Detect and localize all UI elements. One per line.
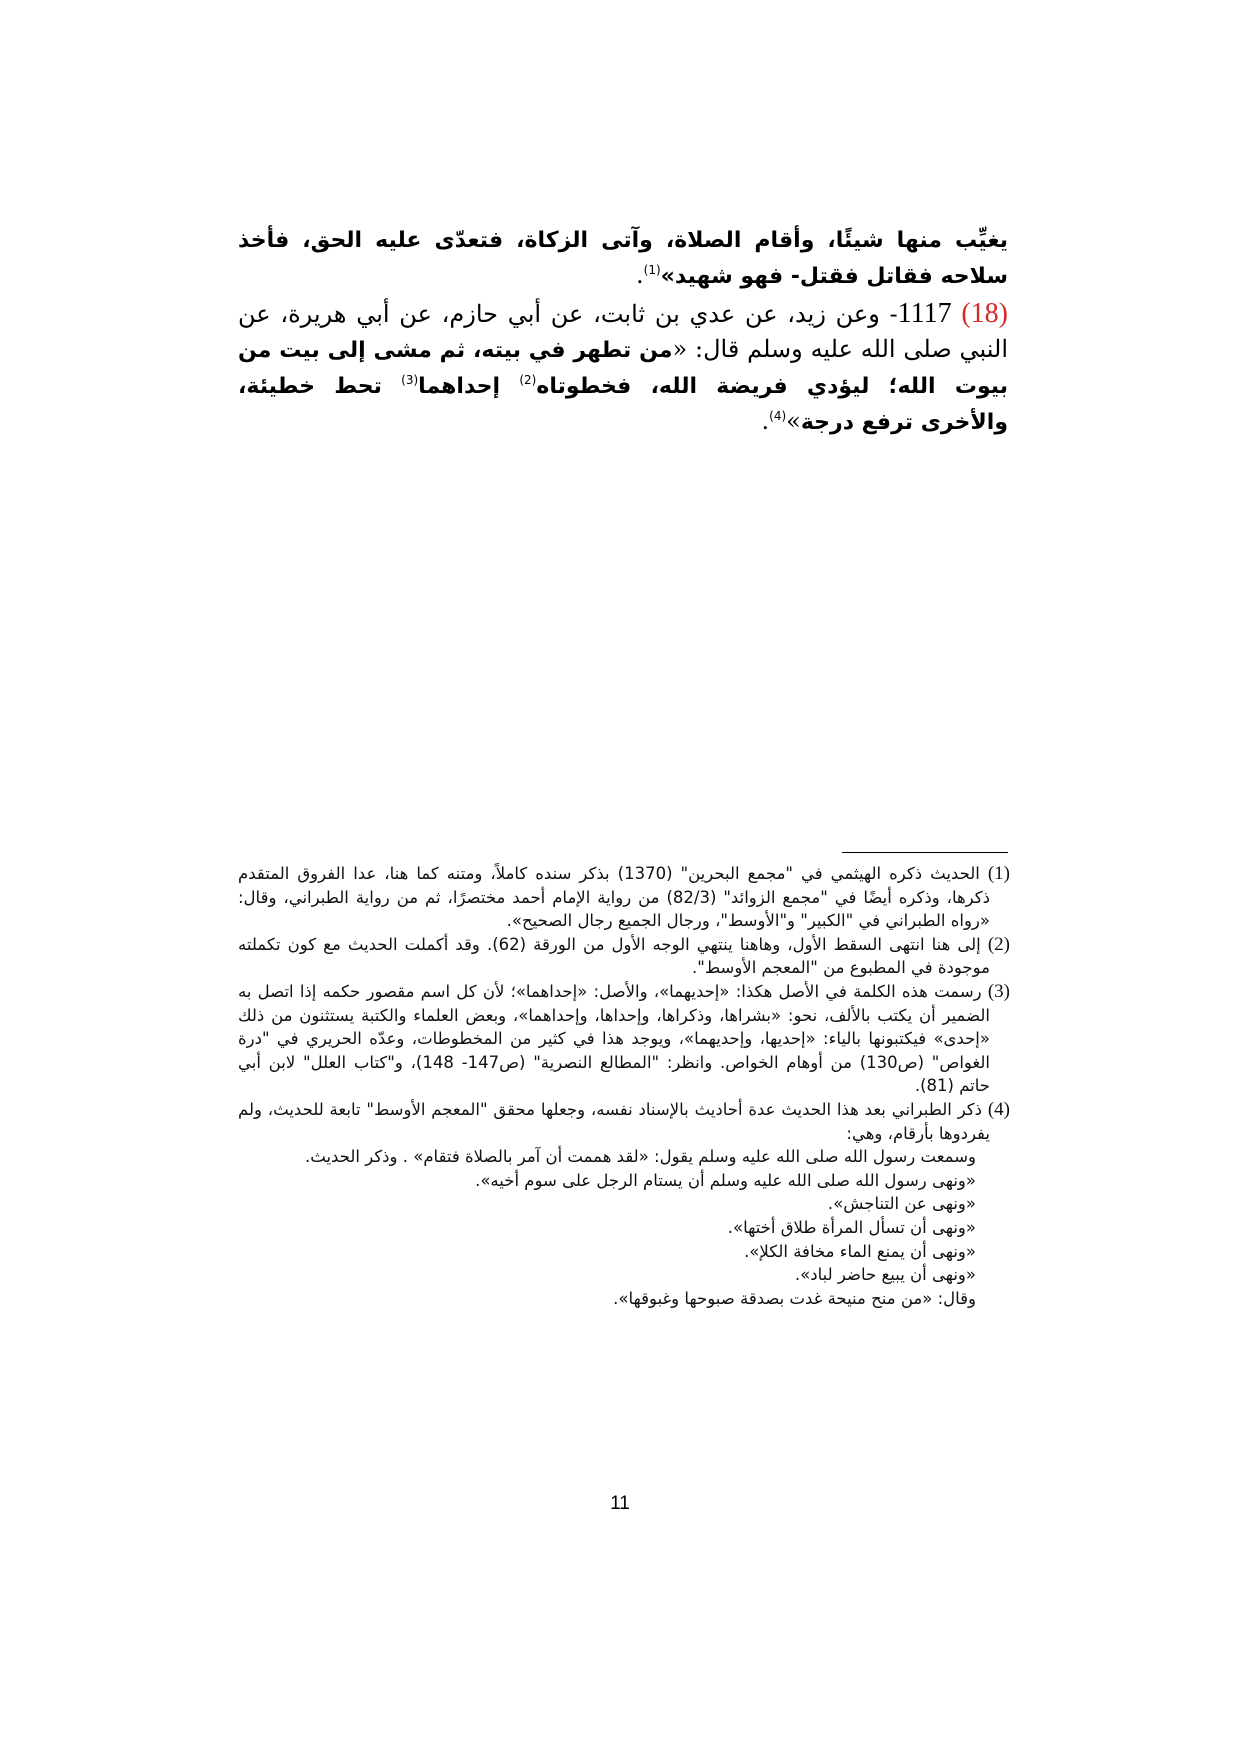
footnote-text-4: ذكر الطبراني بعد هذا الحديث عدة أحاديث بالإسناد نفسه، وجعلها محقق "المعجم الأوسط" تابعة للحديث، ولم يفردوها بأرقام، وهي: bbox=[238, 1099, 990, 1143]
footnote-text-3: رسمت هذه الكلمة في الأصل هكذا: «إحديهما»، والأصل: «إحداهما»؛ لأن كل اسم مقصور حكمه إذا اتصل به الضمير أن يكتب بالألف، نحو: «بشراها، وذكراها، وإحداها، وإحداهما»، وبعض العلماء والكتبة يستثنون من ذلك «إحدى» فيكتبونها بالياء: «إحديها، وإحديهما»، ويوجد هذا في كثير من المخطوطات، وعدّه الحريري في "درة الغواص" (ص130) من أوهام الخواص. وانظر: "المطالع النصرية" (ص147- 148)، و"كتاب العلل" لابن أبي حاتم (81). bbox=[238, 981, 990, 1096]
footnote-3 bbox=[238, 980, 1010, 1098]
footnotes-section bbox=[238, 862, 1010, 1310]
page-number: 11 bbox=[610, 1493, 630, 1514]
paragraph-continuation bbox=[238, 222, 1008, 294]
footnote-ref-2[interactable]: (2) bbox=[519, 373, 537, 387]
hadith-text-bold-b: إحداهما bbox=[418, 374, 520, 399]
footnote-marker-2: (2) bbox=[987, 933, 1010, 955]
footnote-ref-4[interactable]: (4) bbox=[769, 409, 787, 423]
period: . bbox=[636, 261, 644, 289]
footnote-ref-1[interactable]: (1) bbox=[643, 263, 661, 277]
footnote-marker-1: (1) bbox=[987, 863, 1010, 884]
paragraph-hadith-1117 bbox=[238, 296, 1008, 440]
list-item: «ونهى أن يمنع الماء مخافة الكلإ». bbox=[744, 1241, 976, 1261]
footnote-marker-3: (3) bbox=[987, 980, 1010, 1002]
hadith-intro: - وعن زيد، عن عدي بن ثابت، عن أبي حازم، عن أبي هريرة، عن النبي صلى الله عليه وسلم قال: « bbox=[238, 300, 1008, 363]
closing-quote: » bbox=[786, 407, 801, 435]
list-item: «ونهى أن يبيع حاضر لباد». bbox=[794, 1265, 976, 1285]
footnote-2 bbox=[238, 933, 1010, 980]
footnote-marker-4: (4) bbox=[987, 1098, 1010, 1120]
list-item: «ونهى أن تسأل المرأة طلاق أختها». bbox=[727, 1217, 976, 1237]
footnote-4-items bbox=[238, 1145, 1010, 1310]
footnote-4 bbox=[238, 1098, 1010, 1145]
hadith-text-bold-a: من تطهر في بيته، ثم مشى إلى بيت من بيوت الله؛ ليؤدي فريضة الله، فخطوتاه bbox=[238, 338, 1008, 399]
list-item: «ونهى عن التناجش». bbox=[827, 1194, 976, 1214]
hadith-number: 1117 bbox=[897, 298, 952, 329]
footnote-text-2: إلى هنا انتهى السقط الأول، وهاهنا ينتهي الوجه الأول من الورقة (62). وقد أكملت الحديث مع كون تكملته موجودة في المطبوع من "المعجم الأوسط". bbox=[238, 934, 990, 978]
footnote-text-1: الحديث ذكره الهيثمي في "مجمع البحرين" (1370) بذكر سنده كاملاً، ومتنه كما هنا، عدا الفروق المتقدم ذكرها، وذكره أيضًا في "مجمع الزوائد" (82/3) من رواية الإمام أحمد مختصرًا، ثم من رواية الطبراني، وقال: «رواه الطبراني في "الكبير" و"الأوسط"، ورجال الجميع رجال الصحيح». bbox=[238, 864, 990, 931]
list-item: وقال: «من منح منيحة غدت بصدقة صبوحها وغبوقها». bbox=[613, 1288, 976, 1308]
list-item: وسمعت رسول الله صلى الله عليه وسلم يقول: «لقد هممت أن آمر بالصلاة فتقام» . وذكر الحديث. bbox=[305, 1147, 976, 1167]
list-item: «ونهى رسول الله صلى الله عليه وسلم أن يستام الرجل على سوم أخيه». bbox=[475, 1170, 976, 1190]
footnote-separator bbox=[842, 852, 1008, 853]
main-text bbox=[238, 222, 1008, 440]
hadith-text-bold: يغيِّب منها شيئًا، وأقام الصلاة، وآتى الزكاة، فتعدّى عليه الحق، فأخذ سلاحه فقاتل فقتل- فهو شهيد» bbox=[238, 228, 1008, 289]
footnote-1 bbox=[238, 862, 1010, 933]
hadith-text-bold-c: تحط خطيئة، والأخرى ترفع درجة bbox=[238, 374, 1008, 435]
footnote-ref-3[interactable]: (3) bbox=[401, 373, 419, 387]
period: . bbox=[761, 407, 770, 435]
hadith-ref-number: (18) bbox=[961, 298, 1008, 329]
